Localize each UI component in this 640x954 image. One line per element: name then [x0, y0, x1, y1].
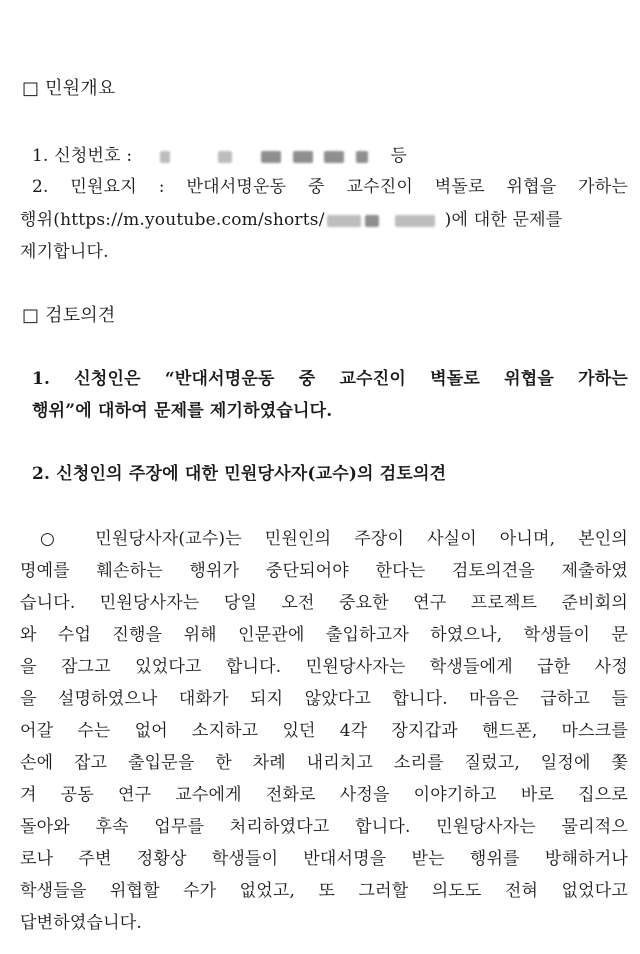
redacted-id-3 — [261, 151, 281, 163]
complaint-url-suffix: )에 대한 문제를 — [444, 210, 563, 230]
review-body-line: 답변하였습니다. — [20, 913, 142, 933]
redacted-url-2 — [365, 215, 379, 227]
application-number-suffix: 등 — [390, 146, 408, 166]
review-point-1-line-1: 1. 신청인은 “반대서명운동 중 교수진이 벽돌로 위협을 가하는 — [32, 369, 628, 389]
review-body-line: 을 잠그고 있었다고 합니다. 민원당사자는 학생들에게 급한 사정 — [20, 657, 628, 677]
review-body-line: 로나 주변 정황상 학생들이 반대서명을 받는 행위를 방해하거나 — [20, 849, 628, 869]
application-number-line — [32, 146, 407, 166]
review-heading: □ 검토의견 — [22, 305, 116, 326]
application-number-label: 1. 신청번호 : — [32, 146, 133, 166]
complaint-summary-line-2 — [20, 210, 562, 230]
review-point-2: 2. 신청인의 주장에 대한 민원당사자(교수)의 검토의견 — [32, 464, 447, 484]
review-body-line: 명예를 훼손하는 행위가 중단되어야 한다는 검토의견을 제출하였 — [20, 561, 628, 581]
redacted-id-5 — [324, 151, 344, 163]
review-body-line: 어갈 수는 없어 소지하고 있던 4각 장지갑과 핸드폰, 마스크를 — [20, 721, 628, 741]
redacted-id-6 — [356, 151, 368, 163]
review-body-line: 을 설명하였으나 대화가 되지 않았다고 합니다. 마음은 급하고 들 — [20, 689, 628, 709]
complaint-summary-line-1: 2. 민원요지 : 반대서명운동 중 교수진이 벽돌로 위협을 가하는 — [32, 177, 628, 197]
review-body-line: ○ 민원당사자(교수)는 민원인의 주장이 사실이 아니며, 본인의 — [40, 529, 628, 549]
review-body-line: 손에 잡고 출입문을 한 차례 내리치고 소리를 질렀고, 일정에 쫓 — [20, 753, 628, 773]
review-body-line: 돌아와 후속 업무를 처리하였다고 합니다. 민원당사자는 물리적으 — [20, 817, 628, 837]
redacted-url-1 — [327, 215, 361, 227]
review-body-line: 습니다. 민원당사자는 당일 오전 중요한 연구 프로젝트 준비회의 — [20, 593, 628, 613]
review-body-line: 학생들을 위협할 수가 없었고, 또 그러할 의도도 전혀 없었다고 — [20, 881, 628, 901]
review-point-1-line-2: 행위”에 대하여 문제를 제기하였습니다. — [32, 401, 333, 421]
complaint-summary-line-3: 제기합니다. — [20, 242, 109, 262]
complaint-url-prefix: 행위(https://m.youtube.com/shorts/ — [20, 210, 325, 230]
redacted-id-4 — [293, 151, 313, 163]
overview-heading: □ 민원개요 — [22, 78, 116, 99]
redacted-id-2 — [218, 151, 232, 163]
redacted-url-3 — [395, 215, 435, 227]
redacted-id-1 — [160, 151, 170, 163]
review-body-line: 겨 공동 연구 교수에게 전화로 사정을 이야기하고 바로 집으로 — [20, 785, 628, 805]
review-body-line: 와 수업 진행을 위해 인문관에 출입하고자 하였으나, 학생들이 문 — [20, 625, 628, 645]
